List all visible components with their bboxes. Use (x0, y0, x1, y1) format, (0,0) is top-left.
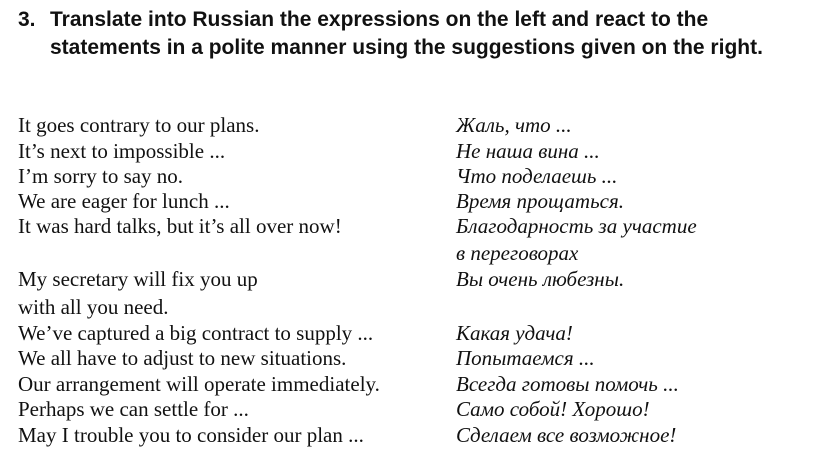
phrase-row (0, 422, 824, 448)
english-expression: It’s next to impossible ... (18, 139, 226, 163)
english-expression: Our arrangement will operate immediately. (18, 372, 380, 396)
russian-response: Всегда готовы помочь ... (456, 372, 679, 396)
phrase-row (0, 294, 824, 320)
english-expression: with all you need. (18, 295, 169, 319)
phrase-row (0, 266, 824, 292)
phrase-row (0, 371, 824, 397)
russian-response: Время прощаться. (456, 189, 624, 213)
russian-response: Какая удача! (456, 321, 573, 345)
russian-response: Сделаем все возможное! (456, 423, 677, 447)
phrase-row (0, 213, 824, 239)
phrase-row (0, 345, 824, 371)
task-number: 3. (18, 8, 36, 31)
english-expression: We’ve captured a big contract to supply ... (18, 321, 374, 345)
russian-response: Благодарность за участие (456, 214, 697, 238)
english-expression: I’m sorry to say no. (18, 164, 184, 188)
phrase-row (0, 240, 824, 266)
russian-response: в переговорах (456, 241, 579, 265)
task-instructions: Translate into Russian the expressions on the left and react to the statements in a polite manner using the suggestions given on the right. (50, 8, 763, 59)
phrase-row (0, 188, 824, 214)
russian-response: Вы очень любезны. (456, 267, 625, 291)
phrase-row (0, 396, 824, 422)
phrase-row (0, 320, 824, 346)
english-expression: It was hard talks, but it’s all over now! (18, 214, 342, 238)
task-heading (18, 6, 808, 62)
russian-response: Попытаемся ... (456, 346, 595, 370)
english-expression: We all have to adjust to new situations. (18, 346, 347, 370)
english-expression: It goes contrary to our plans. (18, 113, 260, 137)
phrase-row (0, 112, 824, 138)
russian-response: Жаль, что ... (456, 113, 572, 137)
russian-response: Само собой! Хорошо! (456, 397, 650, 421)
russian-response: Не наша вина ... (456, 139, 600, 163)
phrase-row (0, 138, 824, 164)
english-expression: We are eager for lunch ... (18, 189, 230, 213)
phrase-row (0, 163, 824, 189)
english-expression: Perhaps we can settle for ... (18, 397, 249, 421)
english-expression: May I trouble you to consider our plan ... (18, 423, 364, 447)
english-expression: My secretary will fix you up (18, 267, 258, 291)
russian-response: Что поделаешь ... (456, 164, 618, 188)
